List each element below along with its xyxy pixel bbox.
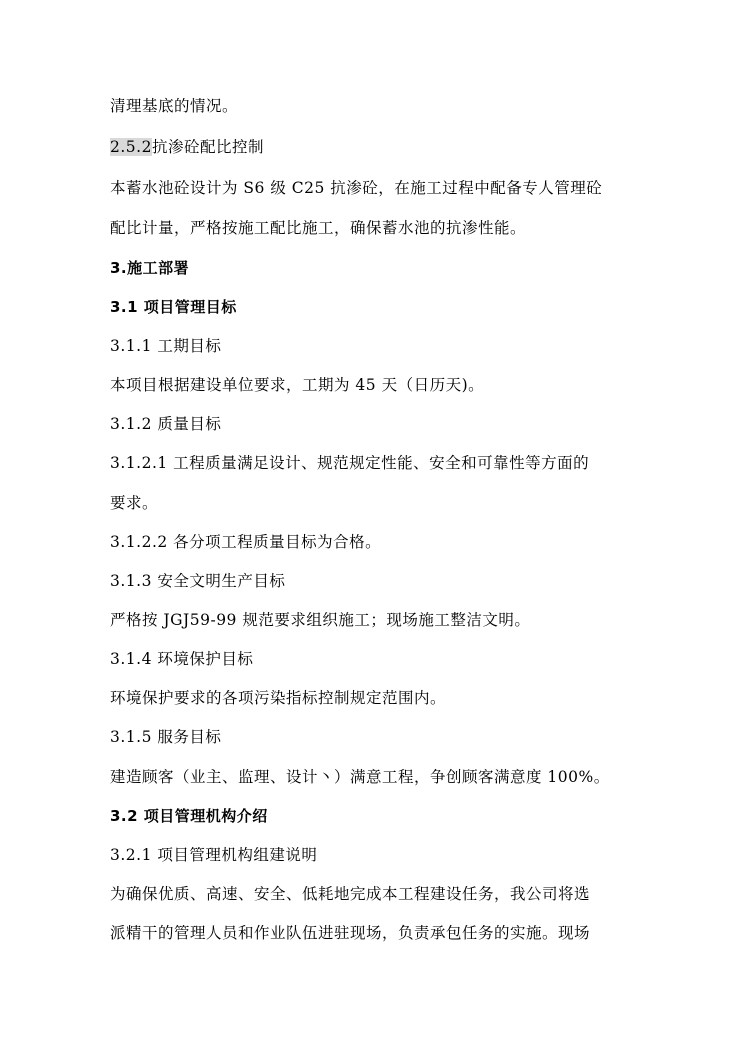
subsection-heading: 3.1.1 工期目标: [110, 337, 222, 355]
text-line: 要求。: [110, 494, 159, 512]
section-heading: 3.施工部署: [110, 259, 190, 277]
text-line: 清理基底的情况。: [110, 97, 239, 115]
section-number: 2.5.2: [110, 138, 152, 156]
heading-text: 抗渗砼配比控制: [151, 138, 264, 156]
text-line: 建造顾客（业主、监理、设计丶）满意工程，争创顾客满意度 100%。: [110, 768, 610, 786]
text-line: 本项目根据建设单位要求，工期为 45 天（日历天)。: [110, 376, 485, 394]
subsection-heading: 3.2.1 项目管理机构组建说明: [110, 846, 318, 864]
subsection-heading: 3.1.3 安全文明生产目标: [110, 572, 286, 590]
subsection-heading: [110, 137, 264, 157]
section-heading: 3.1 项目管理目标: [110, 298, 237, 316]
text-line: 3.1.2.1 工程质量满足设计、规范规定性能、安全和可靠性等方面的: [110, 454, 590, 472]
section-heading: 3.2 项目管理机构介绍: [110, 807, 268, 825]
text-line: 配比计量，严格按施工配比施工，确保蓄水池的抗渗性能。: [110, 219, 527, 237]
text-line: 本蓄水池砼设计为 S6 级 C25 抗渗砼，在施工过程中配备专人管理砼: [110, 179, 603, 197]
text-line: 环境保护要求的各项污染指标控制规定范围内。: [110, 689, 447, 707]
subsection-heading: 3.1.2 质量目标: [110, 415, 222, 433]
text-line: 派精干的管理人员和作业队伍进驻现场，负责承包任务的实施。现场: [110, 924, 591, 942]
subsection-heading: 3.1.5 服务目标: [110, 728, 222, 746]
text-line: 为确保优质、高速、安全、低耗地完成本工程建设任务，我公司将选: [110, 885, 591, 903]
subsection-heading: 3.1.4 环境保护目标: [110, 650, 254, 668]
text-line: 严格按 JGJ59-99 规范要求组织施工；现场施工整洁文明。: [110, 611, 531, 629]
text-line: 3.1.2.2 各分项工程质量目标为合格。: [110, 533, 382, 551]
